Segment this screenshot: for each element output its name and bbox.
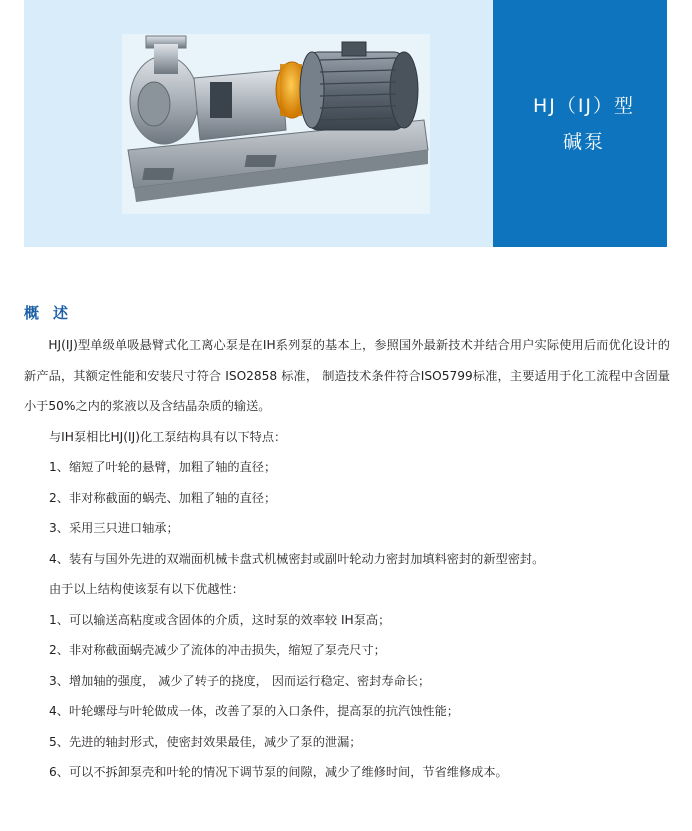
advantages-lead: 由于以上结构使该泵有以下优越性：	[49, 582, 244, 596]
structure-item: 4、装有与国外先进的双端面机械卡盘式机械密封或副叶轮动力密封加填料密封的新型密封。	[49, 551, 545, 566]
hero-banner	[24, 0, 667, 247]
product-model-title: HJ（IJ）型	[532, 94, 636, 117]
pump-image	[24, 0, 493, 247]
product-title-panel	[493, 0, 667, 247]
structure-item: 3、采用三只进口轴承；	[49, 521, 179, 535]
structure-item: 2、非对称截面的蜗壳、加粗了轴的直径；	[49, 490, 277, 505]
advantage-item: 2、非对称截面蜗壳减少了流体的冲击损失，缩短了泵壳尺寸；	[49, 643, 386, 657]
pump-photo-icon	[24, 0, 493, 247]
product-type-title: 碱泵	[562, 130, 605, 153]
advantage-item: 3、增加轴的强度， 减少了转子的挠度， 因而运行稳定、密封寿命长；	[49, 673, 431, 688]
intro-paragraph: HJ(IJ)型单级单吸悬臂式化工离心泵是在IH系列泵的基本上，参照国外最新技术并结合用户实际使用后而优化设计的新产品，其额定性能和安装尺寸符合 ISO2858 标准， 制造技术条件符合ISO5799标准，主要适用于化工流程中含固量小于50%之内的浆液以及含结晶杂质的输送。	[24, 338, 670, 413]
advantage-item: 4、叶轮螺母与叶轮做成一体，改善了泵的入口条件，提高泵的抗汽蚀性能；	[49, 704, 459, 718]
section-heading-overview: 概述	[24, 304, 83, 322]
overview-content	[24, 330, 670, 788]
advantage-item: 1、可以输送高粘度或含固体的介质，这时泵的效率较 IH泵高；	[49, 612, 391, 627]
structure-lead: 与IH泵相比HJ(IJ)化工泵结构具有以下特点：	[49, 429, 287, 444]
advantage-item: 6、可以不拆卸泵壳和叶轮的情况下调节泵的间隙，减少了维修时间，节省维修成本。	[49, 765, 508, 779]
structure-item: 1、缩短了叶轮的悬臂，加粗了轴的直径；	[49, 460, 277, 474]
advantage-item: 5、先进的轴封形式，使密封效果最佳，减少了泵的泄漏；	[49, 734, 362, 749]
